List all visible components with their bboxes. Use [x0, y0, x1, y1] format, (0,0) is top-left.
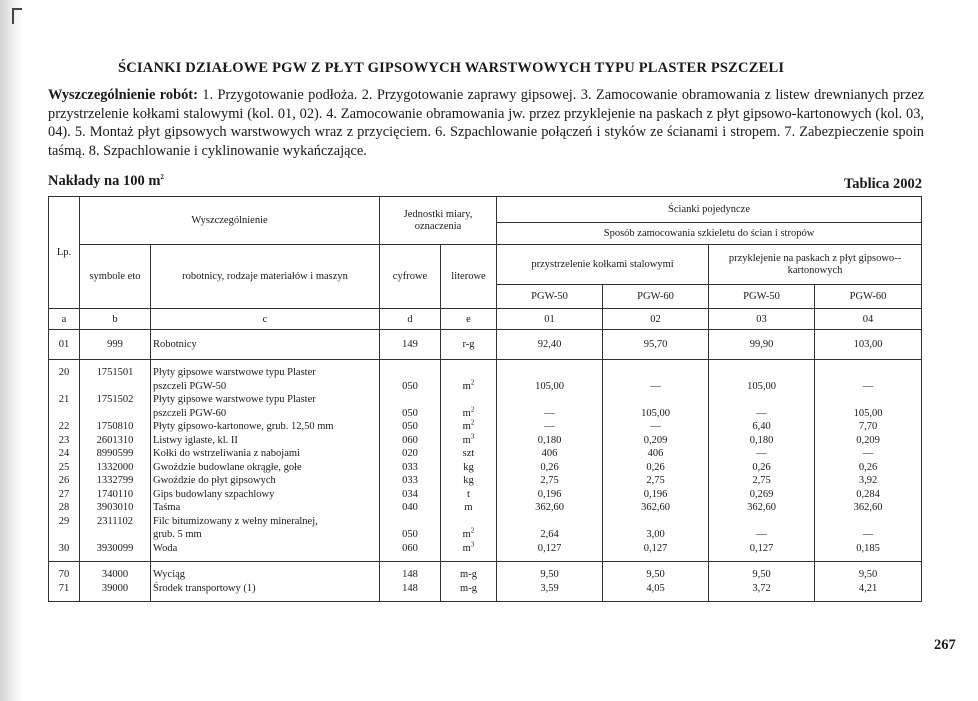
materials-v01-line — [499, 515, 600, 529]
materials-v01-line: 2,64 — [540, 529, 559, 540]
equipment-name-line: Wyciąg — [153, 569, 186, 580]
equipment-v02-line: 4,05 — [646, 582, 665, 594]
symbol-column — [80, 360, 151, 562]
materials-symbol-line: 3930099 — [96, 542, 134, 554]
materials-v02-line — [605, 366, 706, 380]
materials-lp-line: 28 — [58, 502, 70, 513]
column-letter: 01 — [497, 309, 603, 330]
materials-lp-line: 27 — [58, 488, 70, 500]
mounting-method-header: Sposób zamocowania szkieletu do ścian i stropów — [497, 223, 922, 245]
materials-lit-line: kg — [463, 461, 474, 473]
letter-unit-column — [441, 562, 497, 602]
materials-name-line: Kołki do wstrzeliwania z nabojami — [153, 448, 300, 459]
materials-lit-line: t — [467, 488, 470, 500]
lp-column — [49, 360, 80, 562]
materials-v04-line: 105,00 — [853, 407, 883, 419]
materials-v04-line — [817, 393, 919, 407]
materials-v03-line: — — [756, 448, 767, 459]
materials-cyf-line: 050 — [402, 421, 418, 432]
materials-row — [49, 360, 922, 562]
materials-name-line: pszczeli PGW-60 — [153, 407, 227, 419]
materials-v02-line: 0,26 — [646, 461, 665, 473]
name-column — [151, 562, 380, 602]
glued-fastening-header: przyklejenie na paskach z płyt gipsowo--kartonowych — [709, 245, 922, 285]
lp-cell: 01 — [49, 330, 80, 360]
materials-lit-line: m — [464, 502, 473, 513]
spec-text: 1. Przygotowanie podłoża. 2. Przygotowanie zaprawy gipsowej. 3. Zamocowanie obramowania z listew drewnianych przez przystrzelenie kołkami stalowymi (kol. 01, 02). 4. Zamocowanie obramowania jw. przez przyklejenie na paskach z płyt gipsowo-kartonowych (kol. 03, 04). 5. Montaż płyt gipsowych warstwowych wraz z przycięciem. 6. Szpachlowanie połączeń i styków ze ścianami i stropem. 7. Zabezpieczenie spoin taśmą. 8. Szpachlowanie i cyklinowanie wykańczające. — [48, 87, 924, 159]
materials-symbol-line: 1740110 — [96, 488, 134, 500]
materials-cyf-line — [382, 366, 438, 380]
materials-cyf-line: 033 — [402, 461, 418, 473]
materials-v03-line: — — [756, 529, 767, 540]
workers-materials-header: robotnicy, rodzaje materiałów i maszyn — [151, 245, 380, 309]
materials-v01-line: 0,127 — [537, 542, 562, 554]
pgw-header: PGW-50 — [709, 285, 815, 309]
materials-v04-line — [817, 366, 919, 380]
materials-v01-line — [499, 366, 600, 380]
value-column-01 — [497, 360, 603, 562]
equipment-lit-line: m-g — [460, 569, 477, 580]
materials-lp-line: 24 — [58, 448, 70, 459]
digital-unit-column — [380, 360, 441, 562]
digital-header: cyfrowe — [380, 245, 441, 309]
materials-name-line: pszczeli PGW-50 — [153, 380, 227, 392]
value-column-01 — [497, 562, 603, 602]
page-binding-shadow — [0, 0, 22, 701]
materials-v04-line: 7,70 — [858, 421, 878, 432]
single-walls-header: Ścianki pojedyncze — [497, 197, 922, 223]
materials-symbol-line — [82, 380, 148, 394]
materials-v01-line — [499, 393, 600, 407]
equipment-cyf-line: 148 — [402, 582, 418, 594]
materials-v01-line: — — [544, 421, 555, 432]
norms-table — [48, 196, 922, 602]
equipment-lp-line: 71 — [58, 582, 70, 594]
materials-lp-line: 23 — [58, 434, 70, 446]
column-letter: e — [441, 309, 497, 330]
symbol-column — [80, 562, 151, 602]
equipment-v03-line: 9,50 — [752, 569, 771, 580]
spec-label: Wyszczególnienie robót: — [48, 87, 198, 103]
pgw-header: PGW-60 — [603, 285, 709, 309]
materials-cyf-line: 033 — [402, 475, 418, 486]
materials-v01-line: 362,60 — [535, 502, 564, 513]
equipment-v02-line: 9,50 — [646, 569, 665, 580]
materials-lp-line — [51, 380, 77, 394]
materials-symbol-line: 1751501 — [96, 367, 134, 378]
materials-symbol-line: 8990599 — [96, 448, 134, 459]
equipment-symbol-line: 34000 — [101, 569, 129, 580]
materials-v04-line — [817, 515, 919, 529]
value-column-03 — [709, 360, 815, 562]
value-cell: 95,70 — [603, 330, 709, 360]
column-letter: b — [80, 309, 151, 330]
materials-cyf-line: 040 — [402, 502, 418, 513]
materials-symbol-line: 1332799 — [96, 475, 134, 486]
materials-symbol-line: 2601310 — [96, 434, 134, 446]
materials-v02-line: 0,209 — [643, 434, 668, 446]
digital-unit-column — [380, 562, 441, 602]
materials-v02-line: — — [650, 421, 661, 432]
materials-symbol-line: 1751502 — [96, 394, 134, 405]
materials-lit-line: $m^2$ — [462, 378, 475, 392]
materials-v03-line: 0,269 — [749, 488, 774, 500]
materials-lp-line: 30 — [58, 542, 70, 554]
value-column-03 — [709, 562, 815, 602]
digital-unit-cell: 149 — [380, 330, 441, 360]
lp-column — [49, 562, 80, 602]
materials-lit-line — [443, 515, 494, 529]
materials-v02-line: 105,00 — [641, 407, 670, 419]
letter-unit-cell: r-g — [441, 330, 497, 360]
value-column-04 — [815, 562, 922, 602]
materials-v03-line: 362,60 — [747, 502, 776, 513]
column-letter: 03 — [709, 309, 815, 330]
materials-v02-line: 362,60 — [641, 502, 670, 513]
equipment-cyf-line: 148 — [402, 569, 418, 580]
materials-cyf-line: 060 — [402, 434, 418, 446]
materials-v03-line: 0,180 — [749, 434, 774, 446]
materials-v03-line: 105,00 — [747, 380, 776, 392]
materials-name-line: Gwoździe budowlane okrągłe, gołe — [153, 461, 302, 473]
page-title: ŚCIANKI DZIAŁOWE PGW Z PŁYT GIPSOWYCH WARSTWOWYCH TYPU PLASTER PSZCZELI — [118, 60, 785, 76]
symbol-cell: 999 — [80, 330, 151, 360]
pgw-header: PGW-50 — [497, 285, 603, 309]
crop-mark — [12, 8, 22, 24]
materials-v02-line — [605, 393, 706, 407]
materials-name-line: Płyty gipsowo-kartonowe, grub. 12,50 mm — [153, 421, 334, 432]
name-cell: Robotnicy — [151, 330, 380, 360]
materials-v04-line: 0,185 — [856, 542, 880, 554]
equipment-v01-line: 9,50 — [540, 569, 559, 580]
materials-name-line: Gwoździe do płyt gipsowych — [153, 475, 276, 486]
value-column-02 — [603, 360, 709, 562]
materials-cyf-line: 020 — [402, 448, 418, 459]
materials-v04-line: 3,92 — [858, 475, 878, 486]
equipment-v04-line: 9,50 — [858, 569, 878, 580]
letter-header: literowe — [441, 245, 497, 309]
materials-lit-line: $m^2$ — [462, 405, 475, 419]
materials-lp-line: 29 — [58, 515, 70, 527]
materials-v02-line: 0,127 — [643, 542, 668, 554]
equipment-lp-line: 70 — [58, 569, 70, 580]
materials-name-line: Płyty gipsowe warstwowe typu Plaster — [153, 367, 316, 378]
materials-symbol-line — [82, 407, 148, 421]
equipment-v03-line: 3,72 — [752, 582, 771, 594]
value-cell: 99,90 — [709, 330, 815, 360]
units-header: Jednostki miary, oznaczenia — [380, 197, 497, 245]
value-cell: 103,00 — [815, 330, 922, 360]
materials-cyf-line: 050 — [402, 529, 418, 540]
materials-name-line: Woda — [153, 542, 178, 554]
column-letter: 02 — [603, 309, 709, 330]
materials-v01-line: — — [544, 407, 555, 419]
materials-cyf-line — [382, 393, 438, 407]
materials-v03-line: 0,26 — [752, 461, 771, 473]
materials-v01-line: 2,75 — [540, 475, 559, 486]
materials-cyf-line: 050 — [402, 380, 418, 392]
materials-v02-line: 0,196 — [643, 488, 668, 500]
materials-v04-line: — — [862, 529, 874, 540]
materials-symbol-line: 2311102 — [97, 515, 133, 527]
materials-lp-line — [51, 407, 77, 421]
materials-v04-line: — — [862, 448, 874, 459]
materials-cyf-line: 060 — [402, 542, 418, 554]
materials-v03-line — [711, 393, 812, 407]
column-letter: 04 — [815, 309, 922, 330]
labor-row — [49, 330, 922, 360]
materials-cyf-line: 034 — [402, 488, 418, 500]
equipment-row — [49, 562, 922, 602]
materials-v02-line: 406 — [647, 448, 664, 459]
symbol-header: symbole eto — [80, 245, 151, 309]
materials-lp-line: 22 — [58, 421, 70, 432]
column-letter: d — [380, 309, 441, 330]
materials-lp-line: 21 — [58, 394, 70, 405]
materials-v04-line: — — [862, 380, 874, 392]
materials-lit-line — [443, 366, 494, 380]
materials-v01-line: 0,26 — [540, 461, 559, 473]
materials-symbol-line: 1332000 — [96, 461, 134, 473]
letter-unit-column — [441, 360, 497, 562]
table-number: Tablica 2002 — [843, 176, 922, 192]
materials-lit-line: szt — [462, 448, 475, 459]
materials-v02-line: 2,75 — [646, 475, 665, 486]
materials-v01-line: 406 — [541, 448, 558, 459]
materials-lp-line: 26 — [58, 475, 70, 486]
materials-lit-line: $m^3$ — [462, 432, 475, 446]
materials-name-line: Gips budowlany szpachlowy — [153, 488, 275, 500]
materials-v03-line: 6,40 — [752, 421, 771, 432]
materials-v01-line: 105,00 — [535, 380, 564, 392]
materials-v03-line — [711, 515, 812, 529]
description-header: Wyszczególnienie — [80, 197, 380, 245]
materials-name-line: Listwy iglaste, kl. II — [153, 434, 238, 446]
inputs-per-unit-label: Nakłady na 100 $m^2$ — [48, 173, 164, 189]
materials-lit-line: $m^2$ — [462, 418, 475, 432]
equipment-v04-line: 4,21 — [858, 582, 878, 594]
materials-cyf-line — [382, 515, 438, 529]
value-column-02 — [603, 562, 709, 602]
column-letter: c — [151, 309, 380, 330]
materials-v03-line — [711, 366, 812, 380]
materials-lp-line — [51, 528, 77, 542]
pgw-header: PGW-60 — [815, 285, 922, 309]
materials-cyf-line: 050 — [402, 407, 418, 419]
materials-v03-line: — — [756, 407, 767, 419]
materials-v04-line: 0,26 — [858, 461, 878, 473]
equipment-name-line: Środek transportowy (1) — [153, 582, 256, 594]
materials-symbol-line: 1750810 — [96, 421, 134, 432]
value-column-04 — [815, 360, 922, 562]
name-column — [151, 360, 380, 562]
materials-name-line: Filc bitumizowany z wełny mineralnej, — [153, 515, 318, 527]
lp-header: Lp. — [49, 197, 80, 309]
page-number: 267 — [934, 637, 956, 653]
materials-lp-line: 25 — [58, 461, 70, 473]
materials-lit-line: kg — [463, 475, 474, 486]
equipment-lit-line: m-g — [460, 582, 477, 594]
materials-v04-line: 0,284 — [856, 488, 880, 500]
materials-v01-line: 0,196 — [537, 488, 562, 500]
materials-symbol-line — [82, 528, 148, 542]
shot-fastening-header: przystrzelenie kołkami stalowymi — [497, 245, 709, 285]
materials-name-line: Płyty gipsowe warstwowe typu Plaster — [153, 394, 316, 405]
value-cell: 92,40 — [497, 330, 603, 360]
materials-v04-line: 0,209 — [856, 434, 880, 446]
materials-v03-line: 0,127 — [749, 542, 774, 554]
column-letter: a — [49, 309, 80, 330]
materials-v02-line: 3,00 — [646, 529, 665, 540]
materials-lit-line: $m^3$ — [462, 540, 475, 554]
work-specification — [48, 86, 924, 160]
materials-lit-line: $m^2$ — [462, 526, 475, 540]
materials-v02-line: — — [650, 380, 661, 392]
materials-name-line: grub. 5 mm — [153, 529, 202, 540]
materials-symbol-line: 3903010 — [96, 502, 134, 513]
materials-lp-line: 20 — [58, 367, 70, 378]
materials-name-line: Taśma — [153, 502, 181, 513]
equipment-symbol-line: 39000 — [101, 582, 129, 594]
materials-v01-line: 0,180 — [537, 434, 562, 446]
materials-v02-line — [605, 515, 706, 529]
materials-v04-line: 362,60 — [853, 502, 883, 513]
equipment-v01-line: 3,59 — [540, 582, 559, 594]
materials-lit-line — [443, 393, 494, 407]
materials-v03-line: 2,75 — [752, 475, 771, 486]
